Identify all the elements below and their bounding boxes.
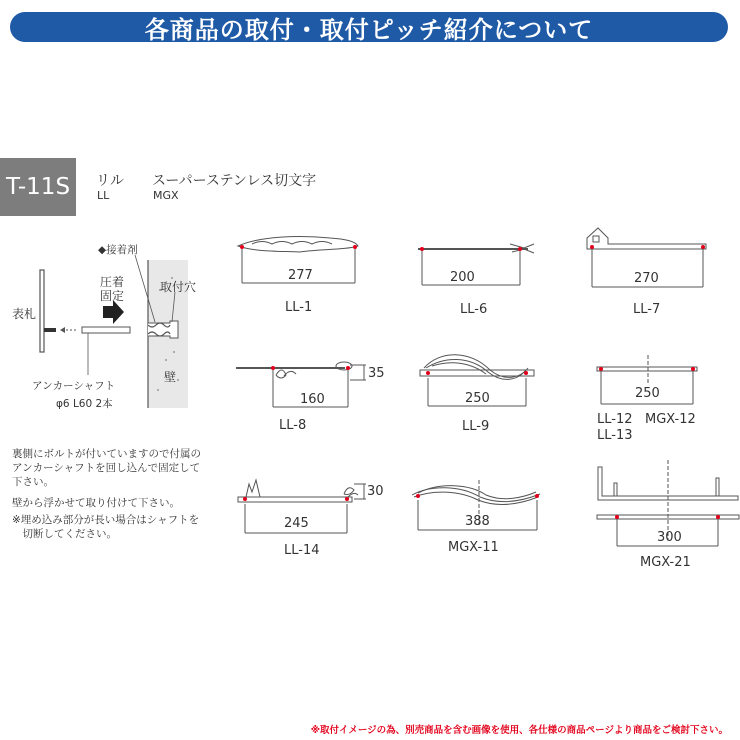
adhesive-label: ◆接着剤 — [98, 244, 138, 256]
page-title: 各商品の取付・取付ピッチ紹介について — [144, 15, 594, 44]
note-float: 壁から浮かせて取り付けて下さい。 — [12, 497, 180, 509]
ll-8-offset: 35 — [368, 366, 385, 381]
ll-7-label: LL-7 — [633, 302, 661, 317]
material-name-2: スーパーステンレス切文字 — [152, 173, 317, 189]
wall-label: 壁 — [164, 370, 177, 384]
ll-14-label: LL-14 — [284, 543, 320, 558]
ll-12-pitch: 250 — [635, 386, 660, 401]
mgx-12-label: MGX-12 — [645, 412, 696, 427]
ll-14-pitch: 245 — [284, 516, 309, 531]
ll-9-pitch: 250 — [465, 391, 490, 406]
ll-6-drawing — [418, 244, 534, 285]
ll-13-label: LL-13 — [597, 428, 633, 443]
anchor-spec: φ6 L60 2本 — [56, 398, 113, 410]
ll-12-label: LL-12 — [597, 412, 633, 427]
ll-14-offset: 30 — [367, 484, 384, 499]
press-label-1: 圧着 — [100, 275, 125, 289]
note-bolt: 裏側にボルトが付いていますので付属の アンカーシャフトを回し込んで固定して 下さい。 — [12, 448, 201, 488]
mgx-21-label: MGX-21 — [640, 555, 691, 570]
ll-6-label: LL-6 — [460, 302, 488, 317]
ll-6-pitch: 200 — [450, 270, 475, 285]
hole-label: 取付穴 — [160, 280, 197, 294]
ll-8-pitch: 160 — [300, 392, 325, 407]
material-name-1: リル — [96, 173, 124, 189]
mgx-11-pitch: 388 — [465, 514, 490, 529]
material-code-2: MGX — [153, 189, 179, 202]
footer-note: ※取付イメージの為、別売商品を含む画像を使用、各仕様の商品ページより商品をご検討下さい。 — [310, 725, 728, 736]
press-label-2: 固定 — [100, 289, 125, 303]
ll-7-pitch: 270 — [634, 271, 659, 286]
anchor-label: アンカーシャフト — [32, 380, 116, 392]
mgx-21-pitch: 300 — [657, 530, 682, 545]
plate-label: 表札 — [12, 307, 37, 321]
ll-1-pitch: 277 — [288, 268, 313, 283]
model-code: T-11S — [5, 174, 71, 200]
note-embed: ※埋め込み部分が長い場合はシャフトを 切断してください。 — [12, 514, 200, 540]
ll-9-label: LL-9 — [462, 419, 490, 434]
mgx-11-label: MGX-11 — [448, 540, 499, 555]
ll-8-label: LL-8 — [279, 418, 307, 433]
material-code-1: LL — [97, 189, 110, 202]
ll-1-label: LL-1 — [285, 300, 313, 315]
